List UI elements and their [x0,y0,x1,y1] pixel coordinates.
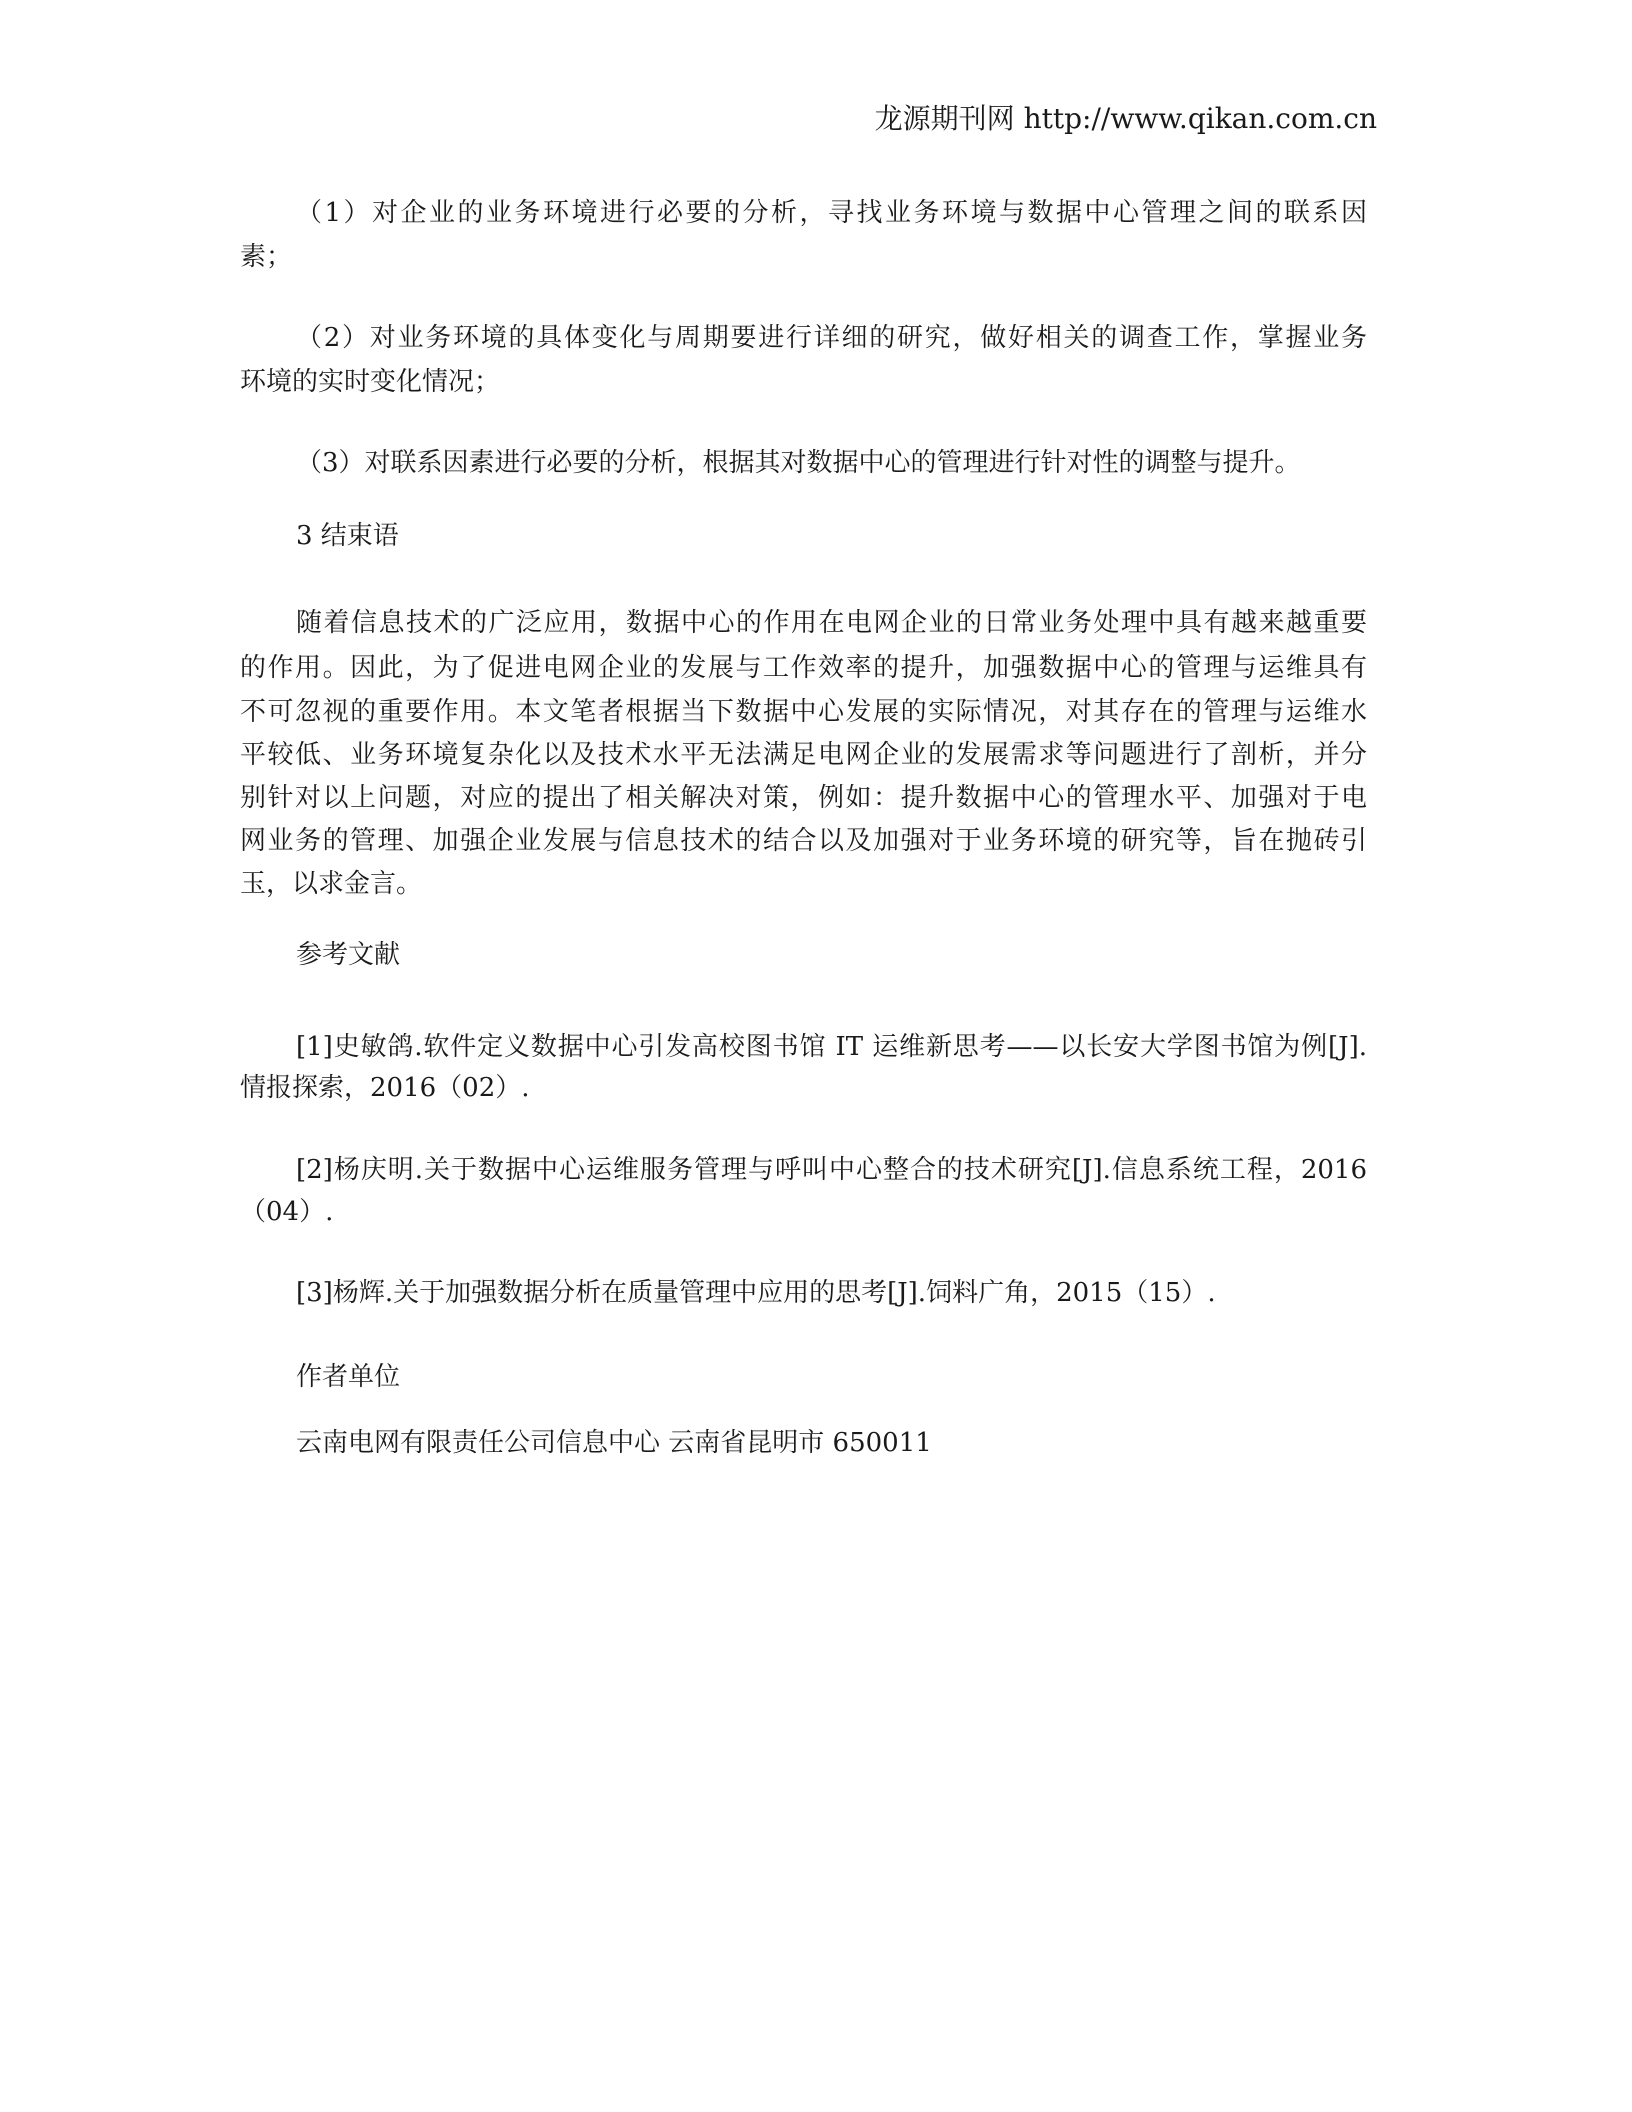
reference-3: [3]杨辉.关于加强数据分析在质量管理中应用的思考[J].饲料广角，2015（15）. [296,1278,1216,1308]
reference-2-line-2: （04）. [240,1197,334,1227]
conclusion-line: 网业务的管理、加强企业发展与信息技术的结合以及加强对于业务环境的研究等，旨在抛砖引 [240,826,1367,856]
list-item-2-line-2: 环境的实时变化情况； [240,367,501,397]
list-item-1-line-1: （1）对企业的业务环境进行必要的分析，寻找业务环境与数据中心管理之间的联系因 [296,198,1367,228]
list-item-1-line-2: 素； [240,242,293,272]
conclusion-line: 平较低、业务环境复杂化以及技术水平无法满足电网企业的发展需求等问题进行了剖析，并分 [240,740,1367,770]
list-item-3-line-1: （3）对联系因素进行必要的分析，根据其对数据中心的管理进行针对性的调整与提升。 [296,448,1301,478]
page-header-site: 龙源期刊网 http://www.qikan.com.cn [874,102,1377,135]
section-heading-conclusion: 3 结束语 [296,521,399,551]
section-heading-references: 参考文献 [296,940,401,970]
section-heading-author: 作者单位 [296,1362,401,1392]
conclusion-line: 不可忽视的重要作用。本文笔者根据当下数据中心发展的实际情况，对其存在的管理与运维水 [240,697,1367,727]
author-unit: 云南电网有限责任公司信息中心 云南省昆明市 650011 [296,1428,932,1458]
conclusion-line: 玉，以求金言。 [240,869,423,899]
reference-1-line-2: 情报探索，2016（02）. [240,1073,530,1103]
list-item-2-line-1: （2）对业务环境的具体变化与周期要进行详细的研究，做好相关的调查工作，掌握业务 [296,323,1367,353]
conclusion-line: 随着信息技术的广泛应用，数据中心的作用在电网企业的日常业务处理中具有越来越重要 [296,608,1367,638]
reference-1-line-1: [1]史敏鸽.软件定义数据中心引发高校图书馆 IT 运维新思考——以长安大学图书馆为例[J]. [296,1032,1367,1062]
reference-2-line-1: [2]杨庆明.关于数据中心运维服务管理与呼叫中心整合的技术研究[J].信息系统工程，2016 [296,1155,1367,1185]
conclusion-line: 别针对以上问题，对应的提出了相关解决对策，例如：提升数据中心的管理水平、加强对于电 [240,783,1367,813]
conclusion-line: 的作用。因此，为了促进电网企业的发展与工作效率的提升，加强数据中心的管理与运维具有 [240,653,1367,683]
